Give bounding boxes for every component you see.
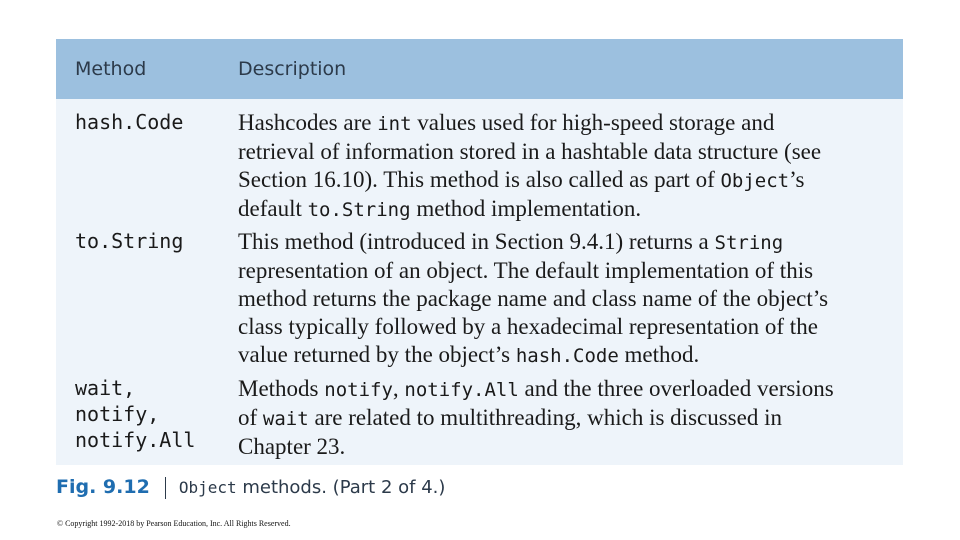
description-cell <box>238 375 898 461</box>
method-name: notify.All <box>75 428 196 452</box>
figure-number: Fig. 9.12 <box>56 476 150 498</box>
description-cell <box>238 228 898 370</box>
description-text: method implementation. <box>410 196 642 221</box>
header-method: Method <box>75 58 147 80</box>
table-header <box>56 39 903 99</box>
description-text: Methods <box>238 376 325 401</box>
method-cell <box>75 375 195 453</box>
description-text: values used for high-speed storage and <box>411 110 775 135</box>
header-description: Description <box>238 58 347 80</box>
description-line <box>238 341 898 370</box>
description-text: method. <box>618 342 700 367</box>
method-name: notify, <box>75 402 160 426</box>
description-text: are related to multithreading, which is discussed in <box>308 405 782 430</box>
inline-code: String <box>714 232 784 254</box>
caption-code: Object <box>178 478 237 497</box>
description-text: ’s <box>789 167 805 192</box>
inline-code: notify <box>324 379 393 401</box>
description-line <box>238 166 898 195</box>
description-text: Chapter 23. <box>238 434 346 459</box>
method-cell <box>75 228 183 254</box>
description-text: default <box>238 196 308 221</box>
inline-code: wait <box>262 408 309 430</box>
description-text: retrieval of information stored in a hashtable data structure (see <box>238 139 822 164</box>
description-cell <box>238 109 898 224</box>
inline-code: Object <box>720 170 790 192</box>
caption-text: methods. (Part 2 of 4.) <box>236 477 446 498</box>
description-line <box>238 138 898 166</box>
description-line <box>238 109 898 138</box>
description-line <box>238 195 898 224</box>
method-name: to.String <box>75 229 184 253</box>
inline-code: notify.All <box>404 379 519 401</box>
description-line <box>238 285 898 313</box>
inline-code: hash.Code <box>515 345 619 367</box>
method-name: hash.Code <box>75 110 184 134</box>
description-text: and the three overloaded versions <box>518 376 834 401</box>
description-text: value returned by the object’s <box>238 342 516 367</box>
description-line <box>238 433 898 461</box>
description-line <box>238 313 898 341</box>
description-text: representation of an object. The default implementation of this <box>238 258 814 283</box>
description-text: method returns the package name and class name of the object’s <box>238 286 829 311</box>
inline-code: int <box>377 113 412 135</box>
inline-code: to.String <box>307 199 411 221</box>
description-text: Hashcodes are <box>238 110 378 135</box>
method-cell <box>75 109 183 135</box>
description-line <box>238 404 898 433</box>
description-text: of <box>238 405 263 430</box>
description-line <box>238 257 898 285</box>
description-line <box>238 228 898 257</box>
figure-caption <box>56 476 445 504</box>
caption-separator <box>165 477 166 499</box>
description-line <box>238 375 898 404</box>
description-text: class typically followed by a hexadecimal representation of the <box>238 314 818 339</box>
description-text: Section 16.10). This method is also called as part of <box>238 167 721 192</box>
object-methods-table <box>56 39 903 465</box>
copyright-notice: © Copyright 1992-2018 by Pearson Education, Inc. All Rights Reserved. <box>57 519 291 528</box>
description-text: , <box>392 376 405 401</box>
description-text: This method (introduced in Section 9.4.1) returns a <box>238 229 715 254</box>
method-name: wait, <box>75 376 136 400</box>
